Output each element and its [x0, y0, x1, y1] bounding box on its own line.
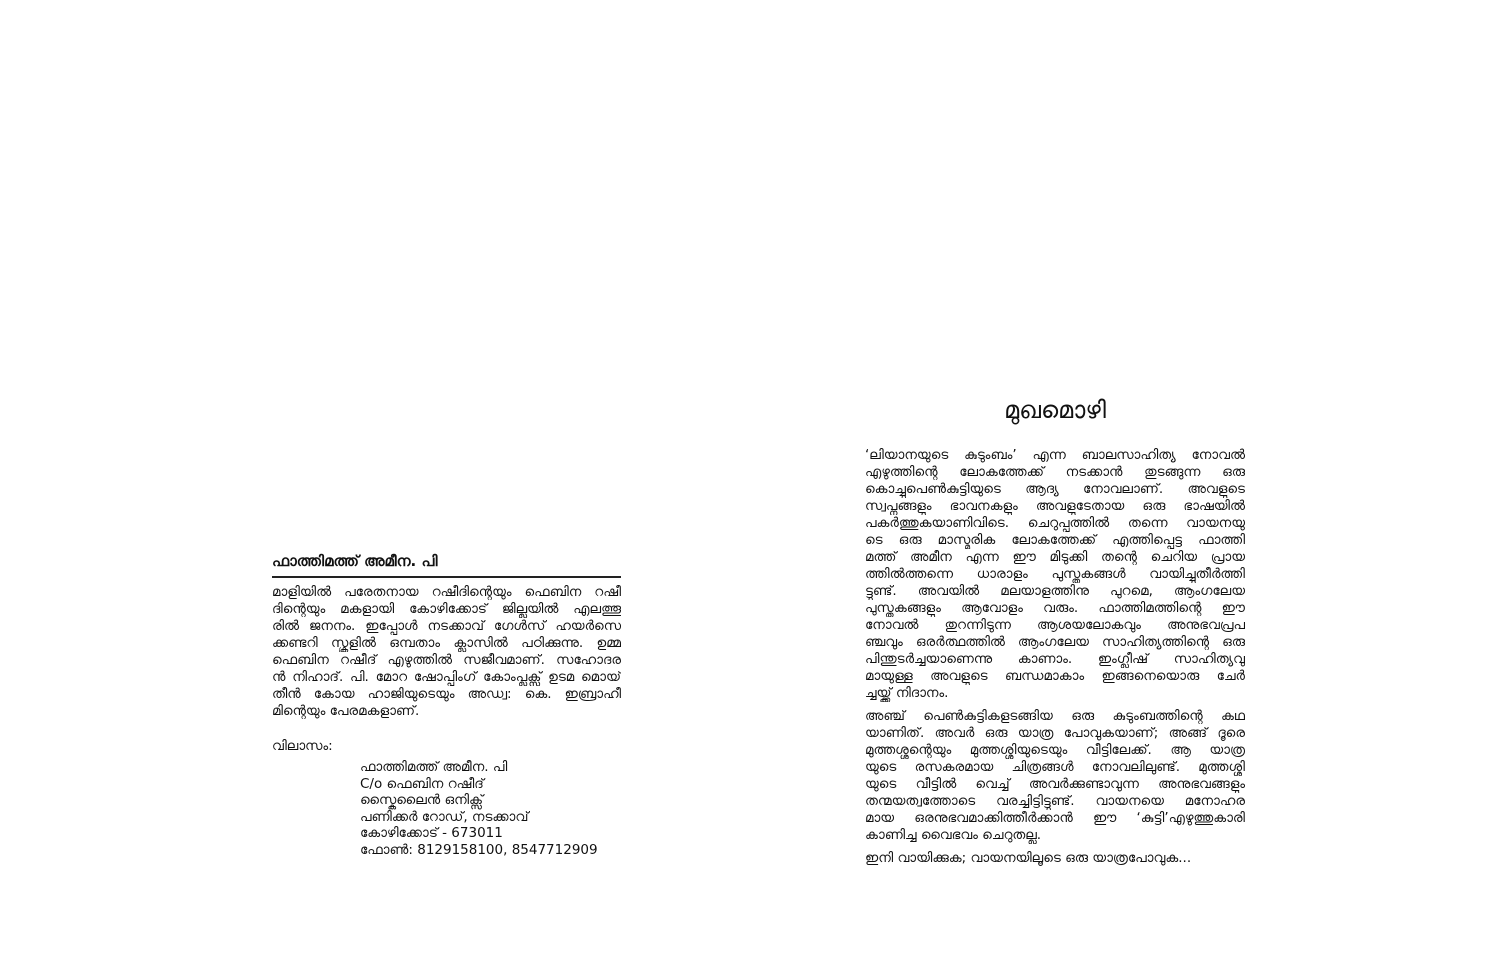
bio-line: മാളിയിൽ പരേതനായ റഷീദിന്റെയും ഫെബിന റഷീ: [272, 584, 621, 600]
bio-line: രിൽ ജനനം. ഇപ്പോൾ നടക്കാവ് ഗേൾസ് ഹയർസെ: [272, 618, 621, 634]
address-line: ഫോൺ: 8129158100, 8547712909: [360, 841, 598, 858]
paragraph-line: പുസ്തകങ്ങളും ആവോളം വരും. ഫാത്തിമത്തിന്റെ ഈ: [865, 600, 1245, 616]
bio-line: ൻ നിഹാദ്. പി. മോറ ഷോപ്പിംഗ് കോംപ്ലക്സ് ഉടമ മൊയ്: [272, 669, 621, 685]
paragraph-line: ഇനി വായിക്കുക; വായനയിലൂടെ ഒരു യാത്രപോവുക...: [865, 850, 1192, 866]
author-bio: [272, 584, 621, 720]
paragraph-line: യാണിത്. അവർ ഒരു യാത്ര പോവുകയാണ്; അങ്ങ് ദൂരെ: [865, 725, 1245, 741]
divider-rule: [272, 576, 621, 578]
paragraph-line: എഴുത്തിന്റെ ലോകത്തേക്ക് നടക്കാൻ തുടങ്ങുന്ന ഒരു: [865, 464, 1245, 480]
bio-line: ദിന്റെയും മകളായി കോഴിക്കോട് ജില്ലയിൽ എലത്തൂ: [272, 601, 621, 617]
paragraph-line: മായ ഒരനുഭവമാക്കിത്തീർക്കാൻ ഈ ‘കുട്ടി’എഴുത്തുകാരി: [865, 810, 1245, 826]
paragraph-line: അഞ്ച് പെൺകുട്ടികളടങ്ങിയ ഒരു കുടുംബത്തിന്റെ കഥ: [865, 708, 1245, 724]
paragraph-line: ഞ്ചവും ഒരർത്ഥത്തിൽ ആംഗലേയ സാഹിത്യത്തിന്റെ ഒരു: [865, 634, 1245, 650]
paragraph-line: തന്മയത്വത്തോടെ വരച്ചിട്ടിട്ടുണ്ട്. വായനയെ മനോഹര: [865, 793, 1245, 809]
address-line: C/o ഫെബിന റഷീദ്: [360, 775, 484, 792]
paragraph-line: യുടെ രസകരമായ ചിത്രങ്ങൾ നോവലിലുണ്ട്. മുത്തശ്ശി: [865, 759, 1245, 775]
foreword-section: [865, 395, 1245, 873]
paragraph-line: പിന്തുടർച്ചയാണെന്നു കാണാം. ഇംഗ്ലീഷ് സാഹിത്യവു: [865, 651, 1245, 667]
address-label: വിലാസം:: [272, 738, 333, 754]
paragraph-line: സ്വപ്നങ്ങളും ഭാവനകളും അവളുടേതായ ഒരു ഭാഷയിൽ: [865, 498, 1245, 514]
address-line: പണിക്കർ റോഡ്, നടക്കാവ്: [360, 808, 529, 825]
paragraph-line: മത്ത് അമീന എന്ന ഈ മിടുക്കി തന്റെ ചെറിയ പ്രായ: [865, 549, 1245, 565]
paragraph-line: കൊച്ചുപെൺകുട്ടിയുടെ ആദ്യ നോവലാണ്. അവളുടെ: [865, 481, 1245, 497]
bio-line: ഫെബിന റഷീദ് എഴുത്തിൽ സജീവമാണ്. സഹോദര: [272, 652, 621, 668]
foreword-paragraph: [865, 708, 1245, 844]
paragraph-line: മുത്തശ്ശന്റെയും മുത്തശ്ശിയുടെയും വീട്ടിലേക്ക്. ആ യാത്ര: [865, 742, 1245, 758]
foreword-heading: മുഖമൊഴി: [1004, 396, 1106, 424]
paragraph-line: മായുള്ള അവളുടെ ബന്ധമാകാം ഇങ്ങനെയൊരു ചേർ: [865, 668, 1245, 684]
bio-line: ക്കണ്ടറി സ്കൂളിൽ ഒമ്പതാം ക്ലാസിൽ പഠിക്കുന്നു. ഉമ്മ: [272, 635, 621, 651]
paragraph-line: ‘ലിയാനയുടെ കുടുംബം’ എന്ന ബാലസാഹിത്യ നോവൽ: [865, 447, 1245, 463]
foreword-paragraph: [865, 850, 1245, 867]
foreword-body: [865, 447, 1245, 867]
paragraph-line: ത്തിൽത്തന്നെ ധാരാളം പുസ്തകങ്ങൾ വായിച്ചുതീർത്തി: [865, 566, 1245, 582]
author-name-heading: ഫാത്തിമത്ത് അമീന. പി: [272, 552, 438, 570]
bio-line: തീൻ കോയ ഹാജിയുടെയും അഡ്വ: കെ. ഇബ്രാഹീ: [272, 686, 621, 702]
foreword-paragraph: [865, 447, 1245, 702]
bio-line: മിന്റെയും പേരമകളാണ്.: [272, 703, 420, 719]
address-block: [360, 759, 621, 858]
paragraph-line: പകർത്തുകയാണിവിടെ. ചെറുപ്പത്തിൽ തന്നെ വായനയു: [865, 515, 1245, 531]
address-line: കോഴിക്കോട് - 673011: [360, 825, 503, 841]
author-section: [272, 550, 621, 858]
address-line: ഫാത്തിമത്ത് അമീന. പി: [360, 759, 508, 775]
paragraph-line: ട്ടുണ്ട്. അവയിൽ മലയാളത്തിനു പുറമെ, ആംഗലേയ: [865, 583, 1245, 599]
paragraph-line: യുടെ വീട്ടിൽ വെച്ച് അവർക്കുണ്ടാവുന്ന അനുഭവങ്ങളും: [865, 776, 1245, 792]
paragraph-line: നോവൽ തുറന്നിടുന്ന ആശയലോകവും അനുഭവപ്രപ: [865, 617, 1245, 633]
paragraph-line: ടെ ഒരു മാസ്മരിക ലോകത്തേക്ക് എത്തിപ്പെട്ട ഫാത്തി: [865, 532, 1245, 548]
paragraph-line: ച്ചയ്ക്ക് നിദാനം.: [865, 685, 949, 701]
address-line: സ്കൈലൈൻ ഒനിക്സ്: [360, 792, 484, 808]
paragraph-line: കാണിച്ച വൈഭവം ചെറുതല്ല.: [865, 827, 1042, 843]
